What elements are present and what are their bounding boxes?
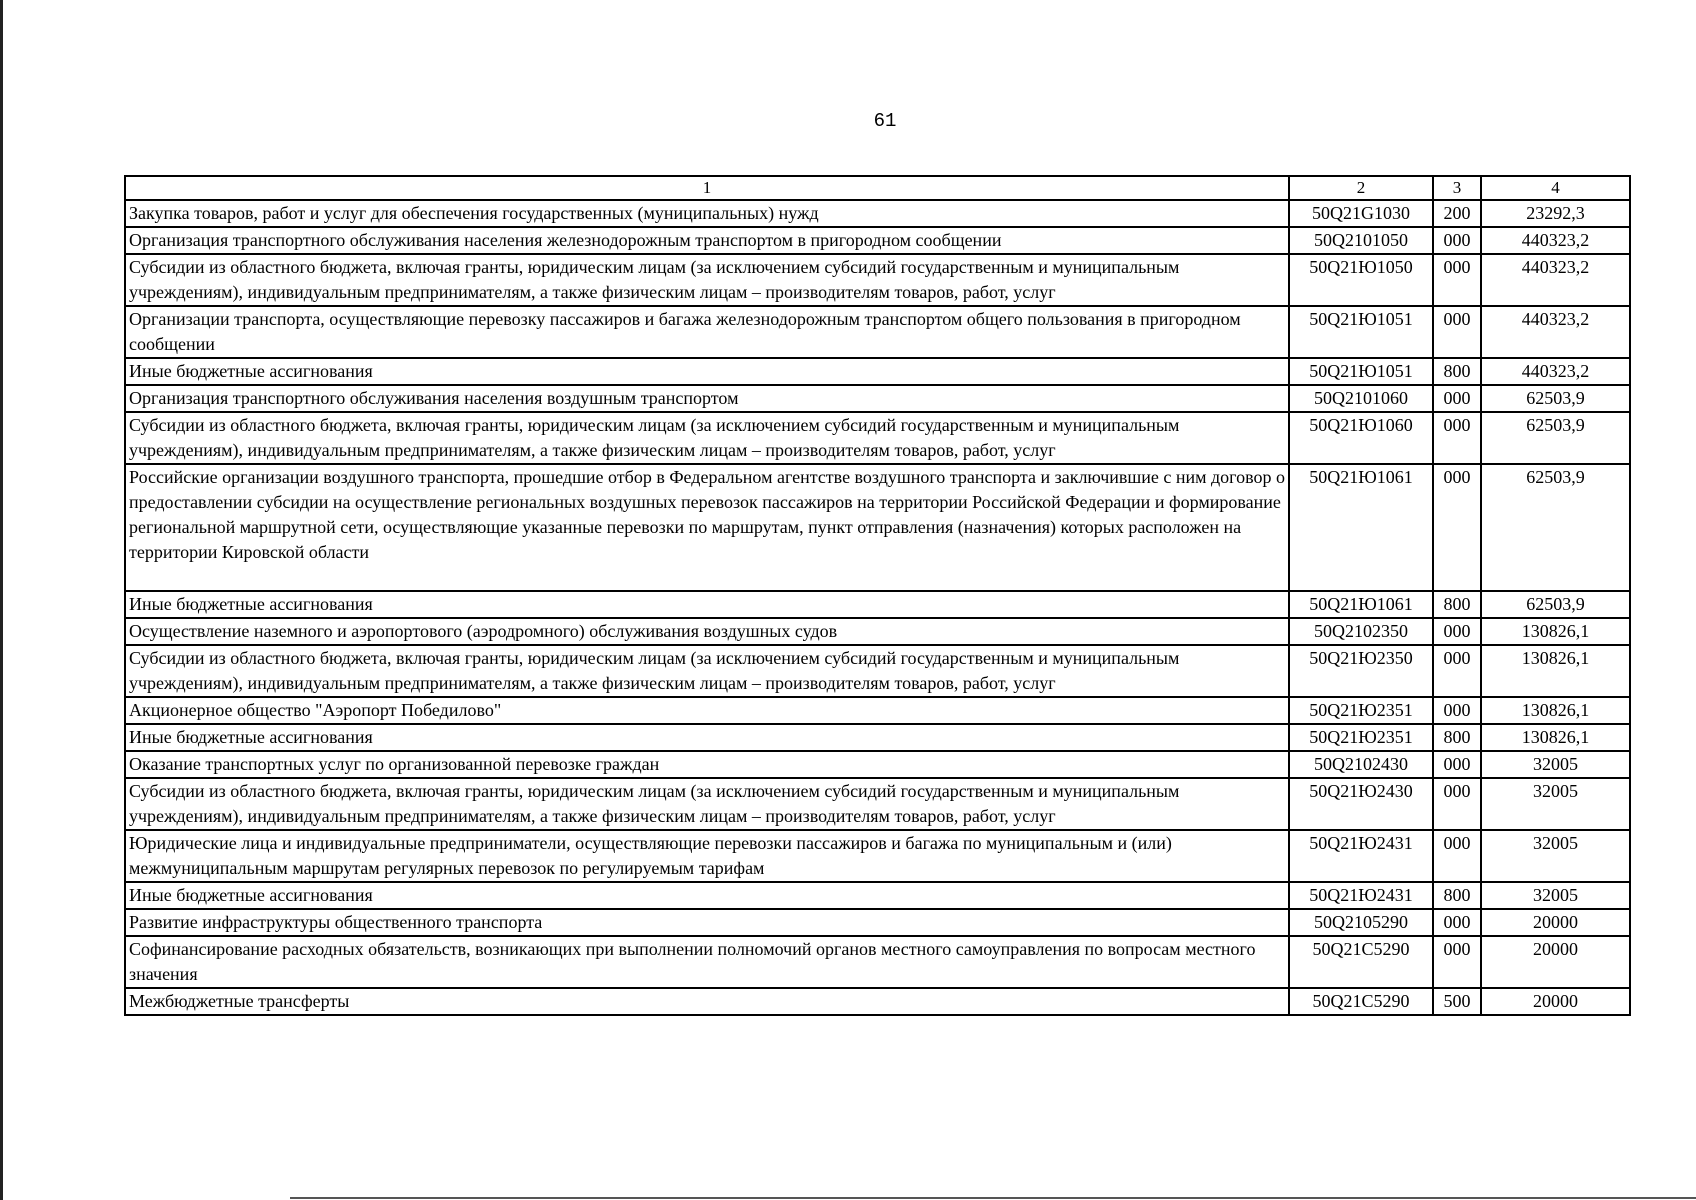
row-amount: 130826,1 (1481, 645, 1630, 697)
row-code: 50Q21Ю2351 (1289, 724, 1433, 751)
row-amount: 20000 (1481, 936, 1630, 988)
row-type: 000 (1433, 830, 1481, 882)
row-amount: 20000 (1481, 909, 1630, 936)
row-name: Юридические лица и индивидуальные предприниматели, осуществляющие перевозки пассажиров и багажа по муниципальным и (или) межмуниципальным маршрутам регулярных перевозок по регулируемым тарифам (125, 830, 1289, 882)
row-code: 50Q21Ю1061 (1289, 591, 1433, 618)
row-code: 50Q2102430 (1289, 751, 1433, 778)
table-row (125, 882, 1630, 909)
row-type: 000 (1433, 645, 1481, 697)
row-name: Субсидии из областного бюджета, включая гранты, юридическим лицам (за исключением субсидий государственным и муниципальным учреждениям), индивидуальным предпринимателям, а также физическим лицам – производителям товаров, работ, услуг (125, 412, 1289, 464)
row-name: Субсидии из областного бюджета, включая гранты, юридическим лицам (за исключением субсидий государственным и муниципальным учреждениям), индивидуальным предпринимателям, а также физическим лицам – производителям товаров, работ, услуг (125, 254, 1289, 306)
table-row (125, 830, 1630, 882)
row-name: Иные бюджетные ассигнования (125, 724, 1289, 751)
row-name: Оказание транспортных услуг по организованной перевозке граждан (125, 751, 1289, 778)
row-name: Российские организации воздушного транспорта, прошедшие отбор в Федеральном агентстве воздушного транспорта и заключившие с ним договор о предоставлении субсидии на осуществление региональных воздушных перевозок пассажиров на территории Российской Федерации и формирование региональной маршрутной сети, осуществляющие указанные перевозки по маршрутам, пункт отправления (назначения) которых расположен на территории Кировской области (125, 464, 1289, 591)
row-amount: 32005 (1481, 882, 1630, 909)
row-name: Иные бюджетные ассигнования (125, 591, 1289, 618)
table-row (125, 358, 1630, 385)
row-amount: 62503,9 (1481, 591, 1630, 618)
table-row (125, 724, 1630, 751)
row-amount: 130826,1 (1481, 724, 1630, 751)
table-row (125, 227, 1630, 254)
row-type: 000 (1433, 909, 1481, 936)
row-type: 000 (1433, 412, 1481, 464)
table-row (125, 936, 1630, 988)
row-amount: 20000 (1481, 988, 1630, 1015)
row-code: 50Q2101060 (1289, 385, 1433, 412)
row-name: Акционерное общество "Аэропорт Победилово" (125, 697, 1289, 724)
row-amount: 440323,2 (1481, 358, 1630, 385)
row-code: 50Q21Ю2350 (1289, 645, 1433, 697)
row-code: 50Q21Ю1051 (1289, 358, 1433, 385)
scan-edge (0, 0, 3, 1200)
row-amount: 32005 (1481, 751, 1630, 778)
row-code: 50Q21Ю1051 (1289, 306, 1433, 358)
row-amount: 130826,1 (1481, 618, 1630, 645)
table-row (125, 464, 1630, 591)
row-type: 000 (1433, 227, 1481, 254)
row-amount: 62503,9 (1481, 464, 1630, 591)
column-header-1: 1 (125, 176, 1289, 200)
row-code: 50Q21Ю2351 (1289, 697, 1433, 724)
row-amount: 130826,1 (1481, 697, 1630, 724)
row-name: Межбюджетные трансферты (125, 988, 1289, 1015)
row-code: 50Q21Ю1061 (1289, 464, 1433, 591)
row-type: 000 (1433, 306, 1481, 358)
row-type: 800 (1433, 358, 1481, 385)
row-name: Осуществление наземного и аэропортового (аэродромного) обслуживания воздушных судов (125, 618, 1289, 645)
row-amount: 62503,9 (1481, 412, 1630, 464)
row-name: Субсидии из областного бюджета, включая гранты, юридическим лицам (за исключением субсидий государственным и муниципальным учреждениям), индивидуальным предпринимателям, а также физическим лицам – производителям товаров, работ, услуг (125, 645, 1289, 697)
budget-table-body (125, 176, 1630, 1015)
row-type: 000 (1433, 618, 1481, 645)
row-name: Развитие инфраструктуры общественного транспорта (125, 909, 1289, 936)
row-amount: 440323,2 (1481, 306, 1630, 358)
table-row (125, 778, 1630, 830)
row-code: 50Q21C5290 (1289, 936, 1433, 988)
row-type: 500 (1433, 988, 1481, 1015)
row-type: 000 (1433, 464, 1481, 591)
row-type: 800 (1433, 591, 1481, 618)
row-type: 000 (1433, 751, 1481, 778)
row-type: 000 (1433, 385, 1481, 412)
row-code: 50Q21Ю2431 (1289, 882, 1433, 909)
row-amount: 440323,2 (1481, 254, 1630, 306)
row-code: 50Q21Ю1060 (1289, 412, 1433, 464)
table-row (125, 618, 1630, 645)
row-code: 50Q2105290 (1289, 909, 1433, 936)
scan-line (290, 1197, 1696, 1199)
table-row (125, 645, 1630, 697)
table-row (125, 697, 1630, 724)
table-row (125, 306, 1630, 358)
row-code: 50Q21Ю2430 (1289, 778, 1433, 830)
row-type: 200 (1433, 200, 1481, 227)
row-type: 000 (1433, 936, 1481, 988)
row-amount: 32005 (1481, 830, 1630, 882)
row-name: Закупка товаров, работ и услуг для обеспечения государственных (муниципальных) нужд (125, 200, 1289, 227)
row-name: Организация транспортного обслуживания населения воздушным транспортом (125, 385, 1289, 412)
budget-table (124, 175, 1631, 1016)
row-code: 50Q21G1030 (1289, 200, 1433, 227)
table-header-row (125, 176, 1630, 200)
table-row (125, 751, 1630, 778)
row-name: Иные бюджетные ассигнования (125, 358, 1289, 385)
row-amount: 32005 (1481, 778, 1630, 830)
row-name: Иные бюджетные ассигнования (125, 882, 1289, 909)
table-row (125, 591, 1630, 618)
row-name: Субсидии из областного бюджета, включая гранты, юридическим лицам (за исключением субсидий государственным и муниципальным учреждениям), индивидуальным предпринимателям, а также физическим лицам – производителям товаров, работ, услуг (125, 778, 1289, 830)
table-row (125, 412, 1630, 464)
row-name: Софинансирование расходных обязательств, возникающих при выполнении полномочий органов местного самоуправления по вопросам местного значения (125, 936, 1289, 988)
row-amount: 62503,9 (1481, 385, 1630, 412)
row-name: Организация транспортного обслуживания населения железнодорожным транспортом в пригородном сообщении (125, 227, 1289, 254)
row-type: 000 (1433, 778, 1481, 830)
table-row (125, 254, 1630, 306)
table-row (125, 200, 1630, 227)
row-name: Организации транспорта, осуществляющие перевозку пассажиров и багажа железнодорожным транспортом общего пользования в пригородном сообщении (125, 306, 1289, 358)
table-row (125, 909, 1630, 936)
page-number: 61 (873, 110, 897, 132)
row-amount: 440323,2 (1481, 227, 1630, 254)
row-code: 50Q21C5290 (1289, 988, 1433, 1015)
column-header-3: 3 (1433, 176, 1481, 200)
row-type: 800 (1433, 724, 1481, 751)
row-amount: 23292,3 (1481, 200, 1630, 227)
table-row (125, 988, 1630, 1015)
row-code: 50Q2102350 (1289, 618, 1433, 645)
column-header-2: 2 (1289, 176, 1433, 200)
row-type: 000 (1433, 697, 1481, 724)
row-type: 000 (1433, 254, 1481, 306)
row-code: 50Q21Ю1050 (1289, 254, 1433, 306)
row-code: 50Q2101050 (1289, 227, 1433, 254)
column-header-4: 4 (1481, 176, 1630, 200)
row-code: 50Q21Ю2431 (1289, 830, 1433, 882)
row-type: 800 (1433, 882, 1481, 909)
table-row (125, 385, 1630, 412)
